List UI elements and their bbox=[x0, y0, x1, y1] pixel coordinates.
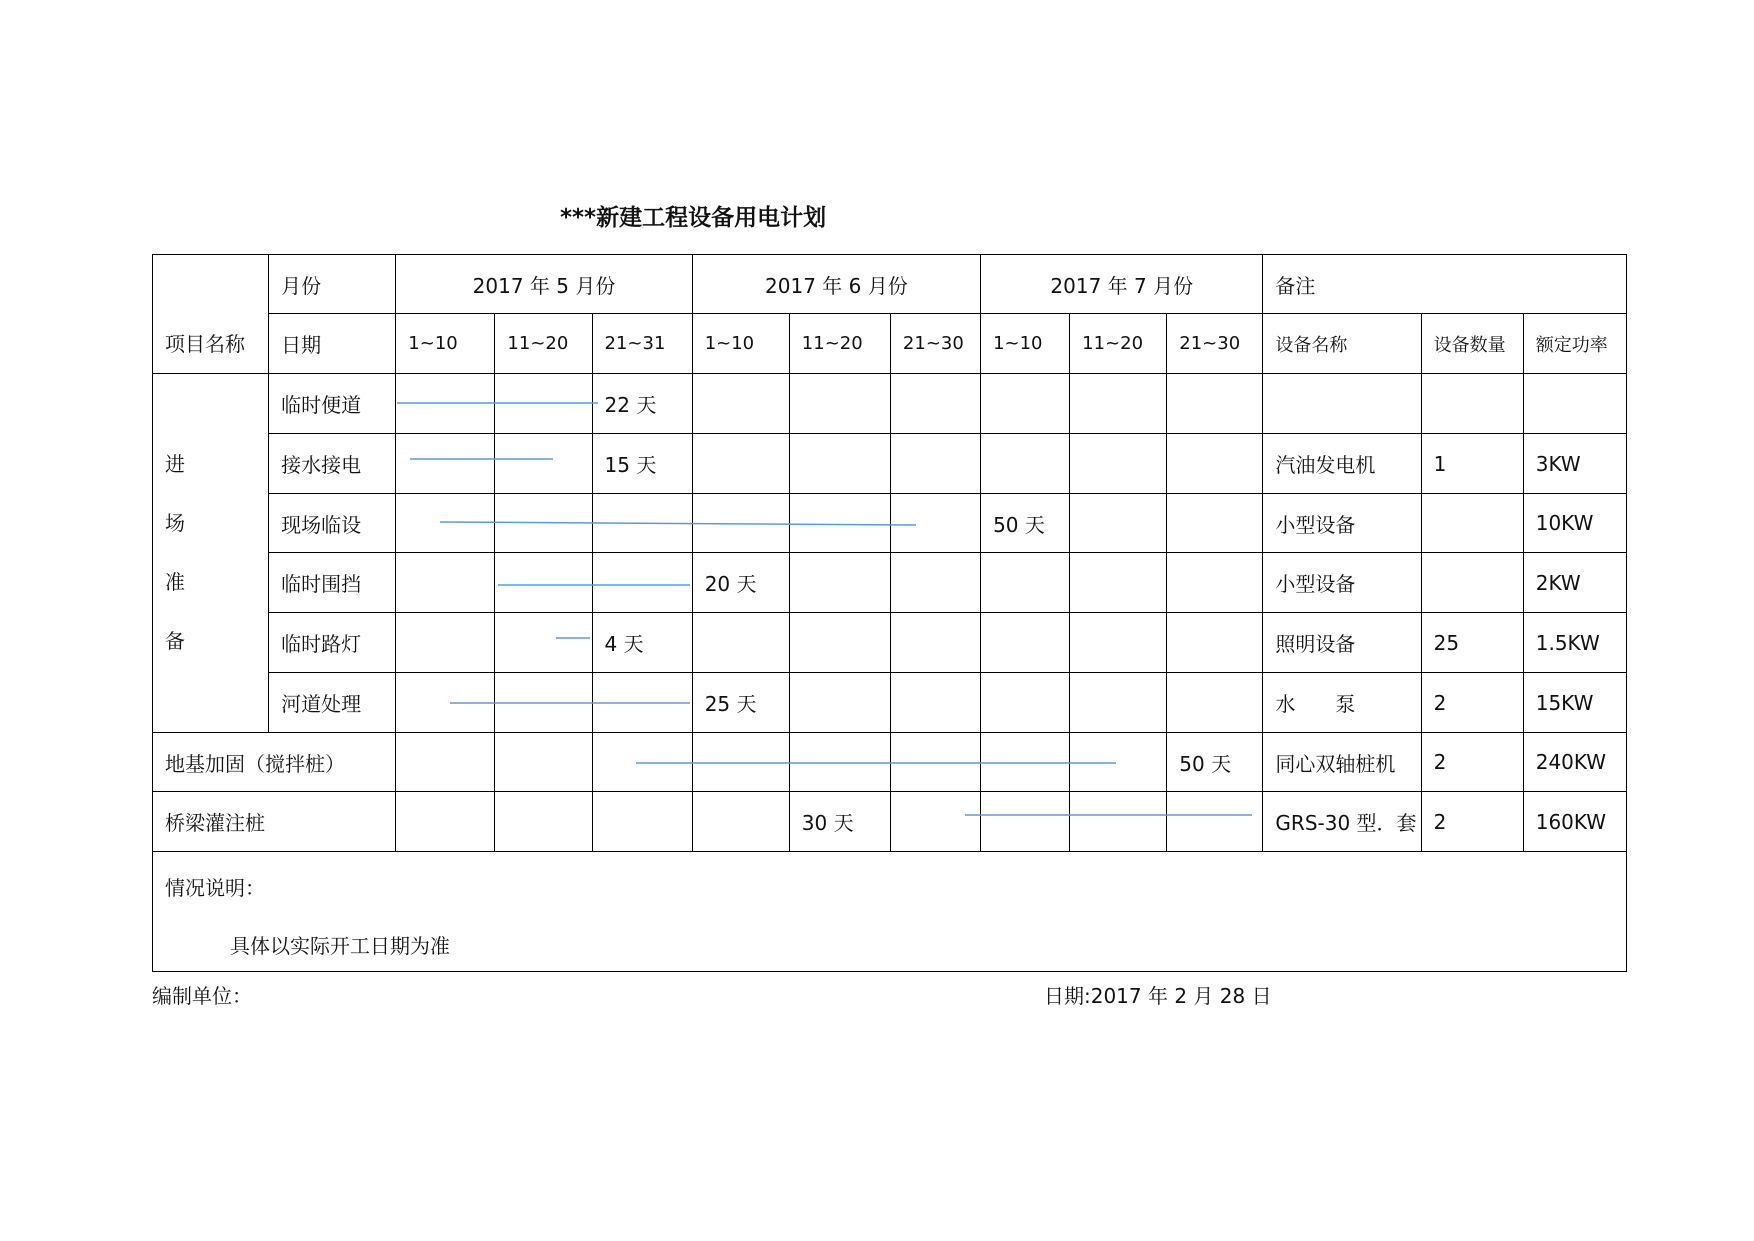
duration-label: 22 天 bbox=[592, 374, 692, 434]
equipment-name bbox=[1263, 374, 1421, 434]
duration-label: 50 天 bbox=[981, 494, 1070, 553]
period-cell: 1~10 bbox=[981, 314, 1070, 374]
period-cell: 21~30 bbox=[1167, 314, 1263, 374]
equipment-name: 同心双轴桩机 bbox=[1263, 733, 1421, 792]
period-cell: 11~20 bbox=[789, 314, 890, 374]
notes-text: 具体以实际开工日期为准 bbox=[230, 934, 450, 958]
rated-power bbox=[1523, 374, 1626, 434]
duration-label: 15 天 bbox=[592, 434, 692, 494]
equipment-qty: 1 bbox=[1421, 434, 1523, 494]
item-name: 临时围挡 bbox=[269, 553, 396, 613]
table-row bbox=[153, 613, 1627, 673]
month-june: 2017 年 6 月份 bbox=[692, 255, 980, 314]
month-label: 月份 bbox=[269, 255, 396, 314]
rated-power: 3KW bbox=[1523, 434, 1626, 494]
equipment-name: 照明设备 bbox=[1263, 613, 1421, 673]
group-label-char: 准 bbox=[165, 570, 185, 594]
header-row-periods bbox=[153, 314, 1627, 374]
table-row bbox=[153, 434, 1627, 494]
item-name: 地基加固（搅拌桩） bbox=[153, 733, 396, 792]
rated-power: 15KW bbox=[1523, 673, 1626, 733]
rated-power-header: 额定功率 bbox=[1523, 314, 1626, 374]
equipment-name: 汽油发电机 bbox=[1263, 434, 1421, 494]
period-cell: 11~20 bbox=[1070, 314, 1167, 374]
remarks-header: 备注 bbox=[1263, 255, 1627, 314]
notes-cell bbox=[153, 852, 1627, 972]
rated-power: 1.5KW bbox=[1523, 613, 1626, 673]
group-label-char: 场 bbox=[165, 511, 185, 535]
table-row bbox=[153, 733, 1627, 792]
notes-row bbox=[153, 852, 1627, 972]
compiling-unit-label: 编制单位： bbox=[152, 984, 252, 1008]
table-row bbox=[153, 792, 1627, 852]
item-name: 临时路灯 bbox=[269, 613, 396, 673]
equipment-name: 小型设备 bbox=[1263, 494, 1421, 553]
equipment-name: 水 泵 bbox=[1263, 673, 1421, 733]
document-title: ***新建工程设备用电计划 bbox=[560, 205, 827, 231]
equipment-qty: 25 bbox=[1421, 613, 1523, 673]
group-label-char: 备 bbox=[165, 629, 185, 653]
rated-power: 10KW bbox=[1523, 494, 1626, 553]
equipment-qty-header: 设备数量 bbox=[1421, 314, 1523, 374]
duration-label: 25 天 bbox=[692, 673, 789, 733]
equipment-qty bbox=[1421, 374, 1523, 434]
duration-label: 4 天 bbox=[592, 613, 692, 673]
equipment-qty: 2 bbox=[1421, 792, 1523, 852]
group-label-site-preparation bbox=[153, 374, 269, 733]
month-july: 2017 年 7 月份 bbox=[981, 255, 1263, 314]
group-label-char: 进 bbox=[165, 452, 185, 476]
rated-power: 160KW bbox=[1523, 792, 1626, 852]
item-name: 河道处理 bbox=[269, 673, 396, 733]
equipment-qty: 2 bbox=[1421, 733, 1523, 792]
table-row bbox=[153, 553, 1627, 613]
equipment-qty bbox=[1421, 553, 1523, 613]
rated-power: 240KW bbox=[1523, 733, 1626, 792]
duration-label: 50 天 bbox=[1167, 733, 1263, 792]
footer-date: 日期:2017 年 2 月 28 日 bbox=[1044, 984, 1272, 1008]
item-name: 临时便道 bbox=[269, 374, 396, 434]
month-may: 2017 年 5 月份 bbox=[396, 255, 692, 314]
item-name: 接水接电 bbox=[269, 434, 396, 494]
equipment-qty bbox=[1421, 494, 1523, 553]
notes-label: 情况说明： bbox=[165, 876, 265, 900]
rated-power: 2KW bbox=[1523, 553, 1626, 613]
period-cell: 1~10 bbox=[396, 314, 495, 374]
equipment-name: GRS-30 型．套 bbox=[1263, 792, 1421, 852]
duration-label: 30 天 bbox=[789, 792, 890, 852]
period-cell: 21~30 bbox=[890, 314, 980, 374]
equipment-qty: 2 bbox=[1421, 673, 1523, 733]
item-name: 现场临设 bbox=[269, 494, 396, 553]
table-row bbox=[153, 374, 1627, 434]
header-row-months bbox=[153, 255, 1627, 314]
period-cell: 21~31 bbox=[592, 314, 692, 374]
project-name-header: 项目名称 bbox=[153, 255, 269, 374]
table-row bbox=[153, 673, 1627, 733]
period-cell: 11~20 bbox=[495, 314, 592, 374]
equipment-name: 小型设备 bbox=[1263, 553, 1421, 613]
equipment-power-plan-table bbox=[152, 254, 1627, 972]
duration-label: 20 天 bbox=[692, 553, 789, 613]
period-cell: 1~10 bbox=[692, 314, 789, 374]
date-label: 日期 bbox=[269, 314, 396, 374]
table-row bbox=[153, 494, 1627, 553]
item-name: 桥梁灌注桩 bbox=[153, 792, 396, 852]
equipment-name-header: 设备名称 bbox=[1263, 314, 1421, 374]
